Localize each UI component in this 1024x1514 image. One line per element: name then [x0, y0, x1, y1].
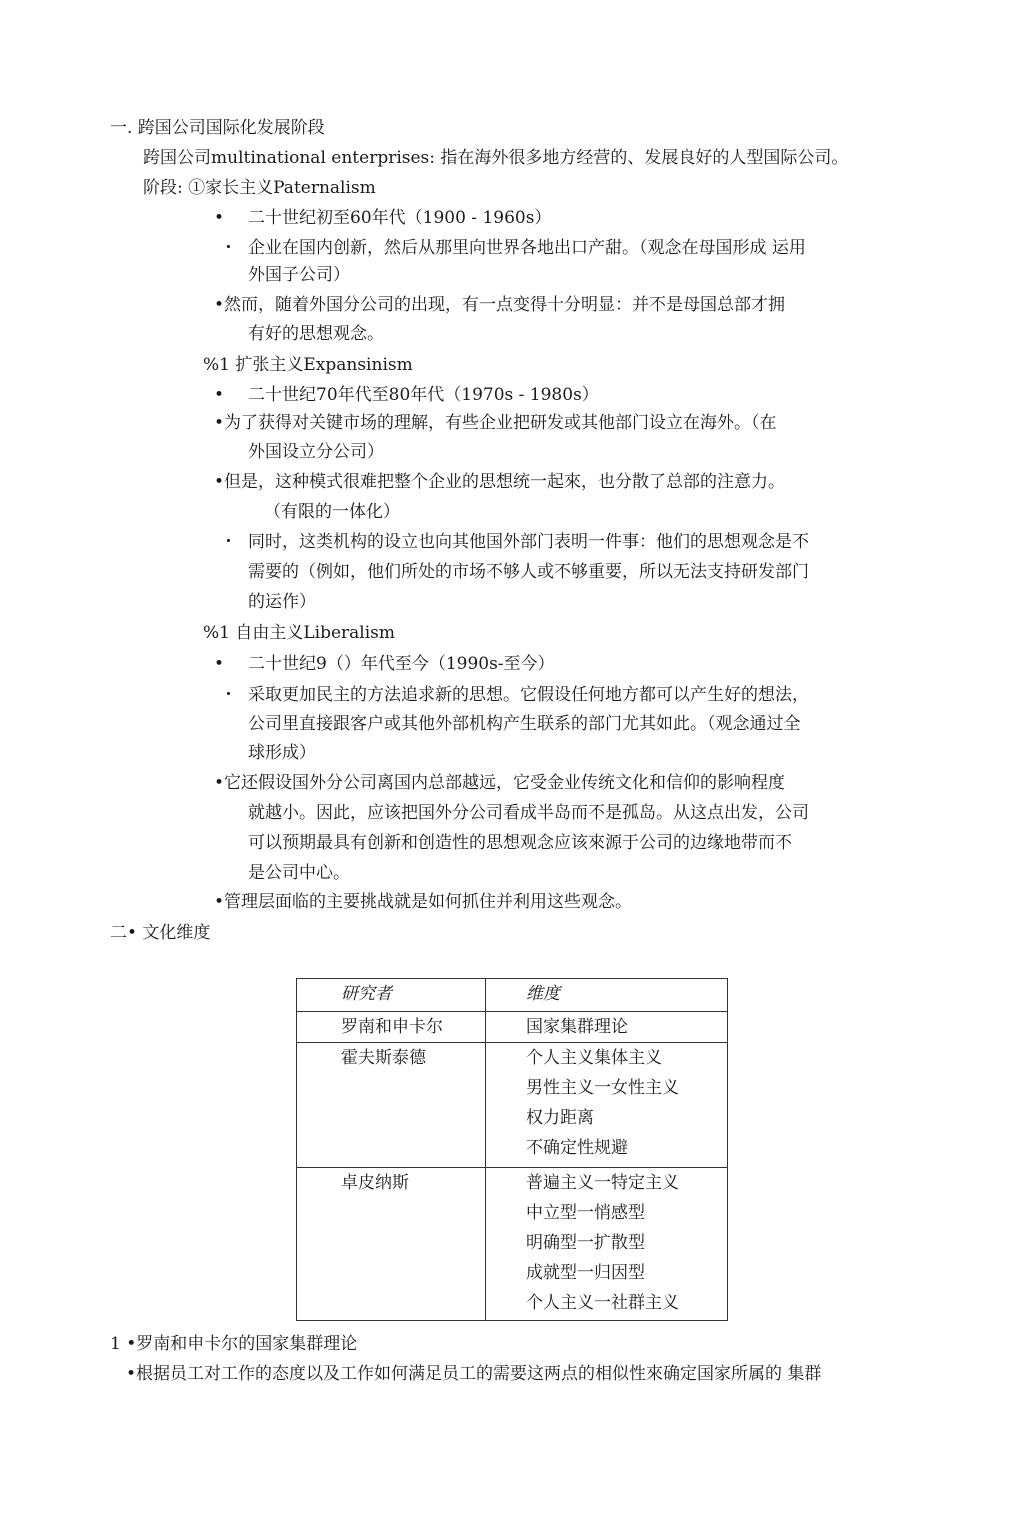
dimension-item: 国家集群理论 [526, 1017, 628, 1037]
dimension-item: 成就型一归因型 [526, 1263, 645, 1283]
table-header-row [297, 979, 728, 1012]
section-heading: 二• 文化维度 [110, 923, 211, 943]
liberalism-point-line: •管理层面临的主要挑战就是如何抓住并利用这些观念。 [214, 892, 633, 912]
expansinism-point-line: 需要的（例如，他们所处的市场不够人或不够重要，所以无法支持研发部门 [248, 562, 809, 582]
dot-icon: ・ [220, 685, 237, 705]
liberalism-point-line: •它还假设国外分公司离国内总部越远，它受金业传统文化和信仰的影响程度 [214, 773, 786, 793]
liberalism-point-line: 球形成） [248, 743, 316, 763]
dimension-item: 权力距离 [526, 1108, 594, 1128]
dimension-item: 男性主义一女性主义 [526, 1078, 679, 1098]
table-row [297, 1168, 728, 1321]
dimension-item: 个人主义一社群主义 [526, 1293, 679, 1313]
table-row [297, 1012, 728, 1043]
expansinism-heading: %1 扩张主义Expansinism [203, 355, 413, 375]
liberalism-heading: %1 自由主义Liberalism [203, 623, 396, 643]
bullet-icon: • [214, 208, 225, 228]
expansinism-point-line: （有限的一体化） [264, 502, 400, 522]
researcher-cell: 霍夫斯泰德 [341, 1048, 426, 1068]
researcher-cell: 罗南和申卡尔 [341, 1017, 443, 1037]
bullet-icon: • [214, 385, 225, 405]
expansinism-point-line: 外国设立分公司） [248, 442, 384, 462]
dimension-item: 不确定性规避 [526, 1138, 628, 1158]
dimension-item: 普遍主义一特定主义 [526, 1173, 679, 1193]
bullet-icon: • [214, 654, 225, 674]
dimension-item: 个人主义集体主义 [526, 1048, 662, 1068]
mne-definition: 跨国公司multinational enterprises: 指在海外很多地方经营的、发展良好的人型国际公司。 [143, 148, 849, 168]
researcher-cell: 卓皮纳斯 [341, 1173, 409, 1193]
dot-icon: ・ [220, 532, 237, 552]
cultural-dimensions-table [296, 978, 728, 1321]
liberalism-point-line: 可以预期最具有创新和创造性的思想观念应该來源于公司的边缘地带而不 [248, 833, 792, 853]
section-heading: 一. 跨国公司国际化发展阶段 [110, 118, 325, 138]
liberalism-period: 二十世纪9（）年代至今（1990s-至今） [248, 654, 555, 674]
expansinism-point-line: 同时，这类机构的设立也向其他国外部门表明一件事：他们的思想观念是不 [248, 532, 809, 552]
liberalism-point-line: 就越小。因此，应该把国外分公司看成半岛而不是孤岛。从这点出发，公司 [248, 803, 809, 823]
dimension-item: 明确型一扩散型 [526, 1233, 645, 1253]
paternalism-point-line: 外国子公司） [248, 265, 350, 285]
expansinism-point-line: •为了获得对关键市场的理解，有些企业把研发或其他部门设立在海外。（在 [214, 413, 777, 433]
column-header-researcher: 研究者 [341, 984, 392, 1004]
dot-icon: ・ [220, 238, 237, 258]
stages-intro: 阶段: ①家长主义Paternalism [143, 178, 376, 198]
subsection-text: •根据员工对工作的态度以及工作如何满足员工的需要这两点的相似性來确定国家所属的 集群 [126, 1364, 822, 1384]
table-row [297, 1043, 728, 1168]
expansinism-period: 二十世纪70年代至80年代（1970s - 1980s） [248, 385, 599, 405]
subsection-heading: 1 •罗南和申卡尔的国家集群理论 [110, 1334, 358, 1354]
paternalism-point-line: 企业在国内创新，然后从那里向世界各地出口产甜。（观念在母国形成 运用 [248, 238, 806, 258]
expansinism-point-line: •但是，这种模式很难把整个企业的思想统一起來，也分散了总部的注意力。 [214, 472, 786, 492]
dimension-item: 中立型一悄感型 [526, 1203, 645, 1223]
liberalism-point-line: 公司里直接跟客户或其他外部机构产生联系的部门尤其如此。（观念通过全 [248, 714, 801, 734]
column-header-dimension: 维度 [526, 984, 560, 1004]
paternalism-point-line: 有好的思想观念。 [248, 324, 384, 344]
liberalism-point-line: 采取更加民主的方法追求新的思想。它假设任何地方都可以产生好的想法， [248, 685, 809, 705]
liberalism-point-line: 是公司中心。 [248, 863, 350, 883]
paternalism-point-line: •然而，随着外国分公司的出现，有一点变得十分明显：并不是母国总部才拥 [214, 295, 786, 315]
paternalism-period: 二十世纪初至60年代（1900 - 1960s） [248, 208, 552, 228]
expansinism-point-line: 的运作） [248, 592, 316, 612]
